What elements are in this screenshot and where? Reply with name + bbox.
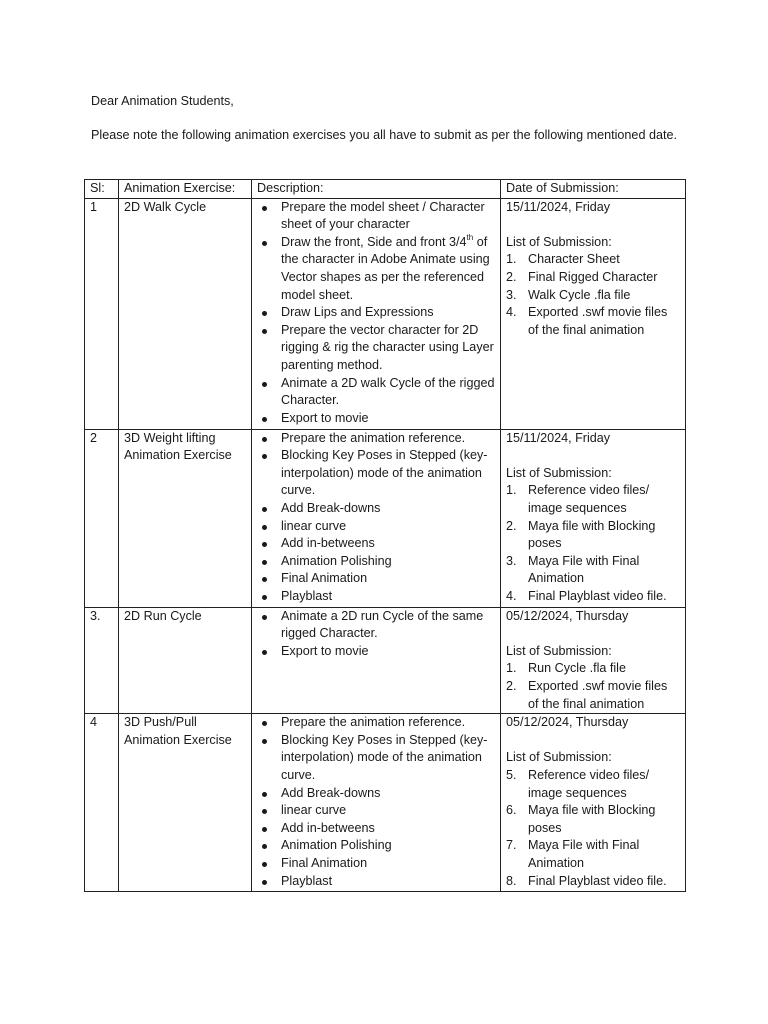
description-item: Animation Polishing <box>257 553 496 571</box>
description-item: Animate a 2D run Cycle of the same rigged Character. <box>257 608 496 643</box>
row-exercise: 2D Run Cycle <box>119 607 252 714</box>
submission-item: 2. Maya file with Blocking poses <box>506 518 656 551</box>
description-item: Add Break-downs <box>257 785 496 803</box>
description-item: Playblast <box>257 588 496 606</box>
row-description <box>252 429 501 607</box>
row-submission <box>501 198 686 429</box>
submission-item: 1. Character Sheet <box>506 252 620 267</box>
description-item: Prepare the animation reference. <box>257 714 496 732</box>
submission-item: 3. Walk Cycle .fla file <box>506 287 631 302</box>
description-item: Animation Polishing <box>257 837 496 855</box>
submission-item: 4. Final Playblast video file. <box>506 588 667 603</box>
description-item: Prepare the animation reference. <box>257 430 496 448</box>
greeting: Dear Animation Students, <box>91 94 234 108</box>
description-item: Add in-betweens <box>257 820 496 838</box>
submission-item: 4. Exported .swf movie files of the final animation <box>506 305 668 337</box>
header-exercise: Animation Exercise: <box>119 180 252 199</box>
description-item: Prepare the model sheet / Character sheet of your character <box>257 199 496 234</box>
description-item: Add in-betweens <box>257 535 496 553</box>
submission-date: 05/12/2024, Thursday <box>506 608 629 623</box>
header-date: Date of Submission: <box>501 180 686 199</box>
description-item: linear curve <box>257 518 496 536</box>
intro-paragraph: Please note the following animation exercises you all have to submit as per the following mentioned date. <box>91 128 677 142</box>
row-exercise: 3D Weight lifting Animation Exercise <box>119 429 252 607</box>
table-row <box>85 714 686 892</box>
submission-list-title: List of Submission: <box>506 465 612 480</box>
description-item: Blocking Key Poses in Stepped (key-interpolation) mode of the animation curve. <box>257 447 496 500</box>
description-item: Export to movie <box>257 410 496 428</box>
submission-item: 7. Maya File with Final Animation <box>506 838 640 870</box>
row-submission <box>501 714 686 892</box>
row-description <box>252 714 501 892</box>
table-row <box>85 198 686 429</box>
submission-item: 2. Exported .swf movie files of the final animation <box>506 678 668 711</box>
submission-list-title: List of Submission: <box>506 643 612 658</box>
description-item: linear curve <box>257 802 496 820</box>
description-item: Playblast <box>257 873 496 891</box>
description-item: Blocking Key Poses in Stepped (key-interpolation) mode of the animation curve. <box>257 732 496 785</box>
row-sl: 3. <box>85 607 119 714</box>
submission-item: 3. Maya File with Final Animation <box>506 553 640 586</box>
submission-list-title: List of Submission: <box>506 234 612 249</box>
row-exercise: 3D Push/Pull Animation Exercise <box>119 714 252 892</box>
row-sl: 1 <box>85 198 119 429</box>
submission-date: 15/11/2024, Friday <box>506 430 611 445</box>
submission-list-title: List of Submission: <box>506 750 612 765</box>
row-sl: 4 <box>85 714 119 892</box>
description-item: Animate a 2D walk Cycle of the rigged Character. <box>257 375 496 410</box>
table-row <box>85 429 686 607</box>
submission-date: 15/11/2024, Friday <box>506 199 611 214</box>
submission-item: 6. Maya file with Blocking poses <box>506 803 656 835</box>
description-item: Export to movie <box>257 643 496 661</box>
table-row <box>85 607 686 714</box>
description-item: Draw the front, Side and front 3/4th of the character in Adobe Animate using Vector shapes as per the referenced model sheet. <box>257 234 496 304</box>
superscript: th <box>466 232 474 242</box>
description-item: Final Animation <box>257 570 496 588</box>
submission-item: 1. Run Cycle .fla file <box>506 661 626 676</box>
description-item: Final Animation <box>257 855 496 873</box>
description-item: Add Break-downs <box>257 500 496 518</box>
row-sl: 2 <box>85 429 119 607</box>
row-exercise: 2D Walk Cycle <box>119 198 252 429</box>
submission-item: 2. Final Rigged Character <box>506 269 658 284</box>
submission-item: 8. Final Playblast video file. <box>506 873 667 888</box>
description-item: Draw Lips and Expressions <box>257 304 496 322</box>
header-description: Description: <box>252 180 501 199</box>
submission-date: 05/12/2024, Thursday <box>506 715 629 730</box>
row-submission <box>501 607 686 714</box>
row-description <box>252 607 501 714</box>
table-header-row <box>85 180 686 199</box>
exercise-table <box>84 179 686 892</box>
header-sl: Sl: <box>85 180 119 199</box>
submission-item: 5. Reference video files/ image sequences <box>506 767 650 800</box>
submission-item: 1. Reference video files/ image sequences <box>506 483 650 515</box>
row-submission <box>501 429 686 607</box>
description-item: Prepare the vector character for 2D rigging & rig the character using Layer parenting method. <box>257 322 496 375</box>
row-description <box>252 198 501 429</box>
